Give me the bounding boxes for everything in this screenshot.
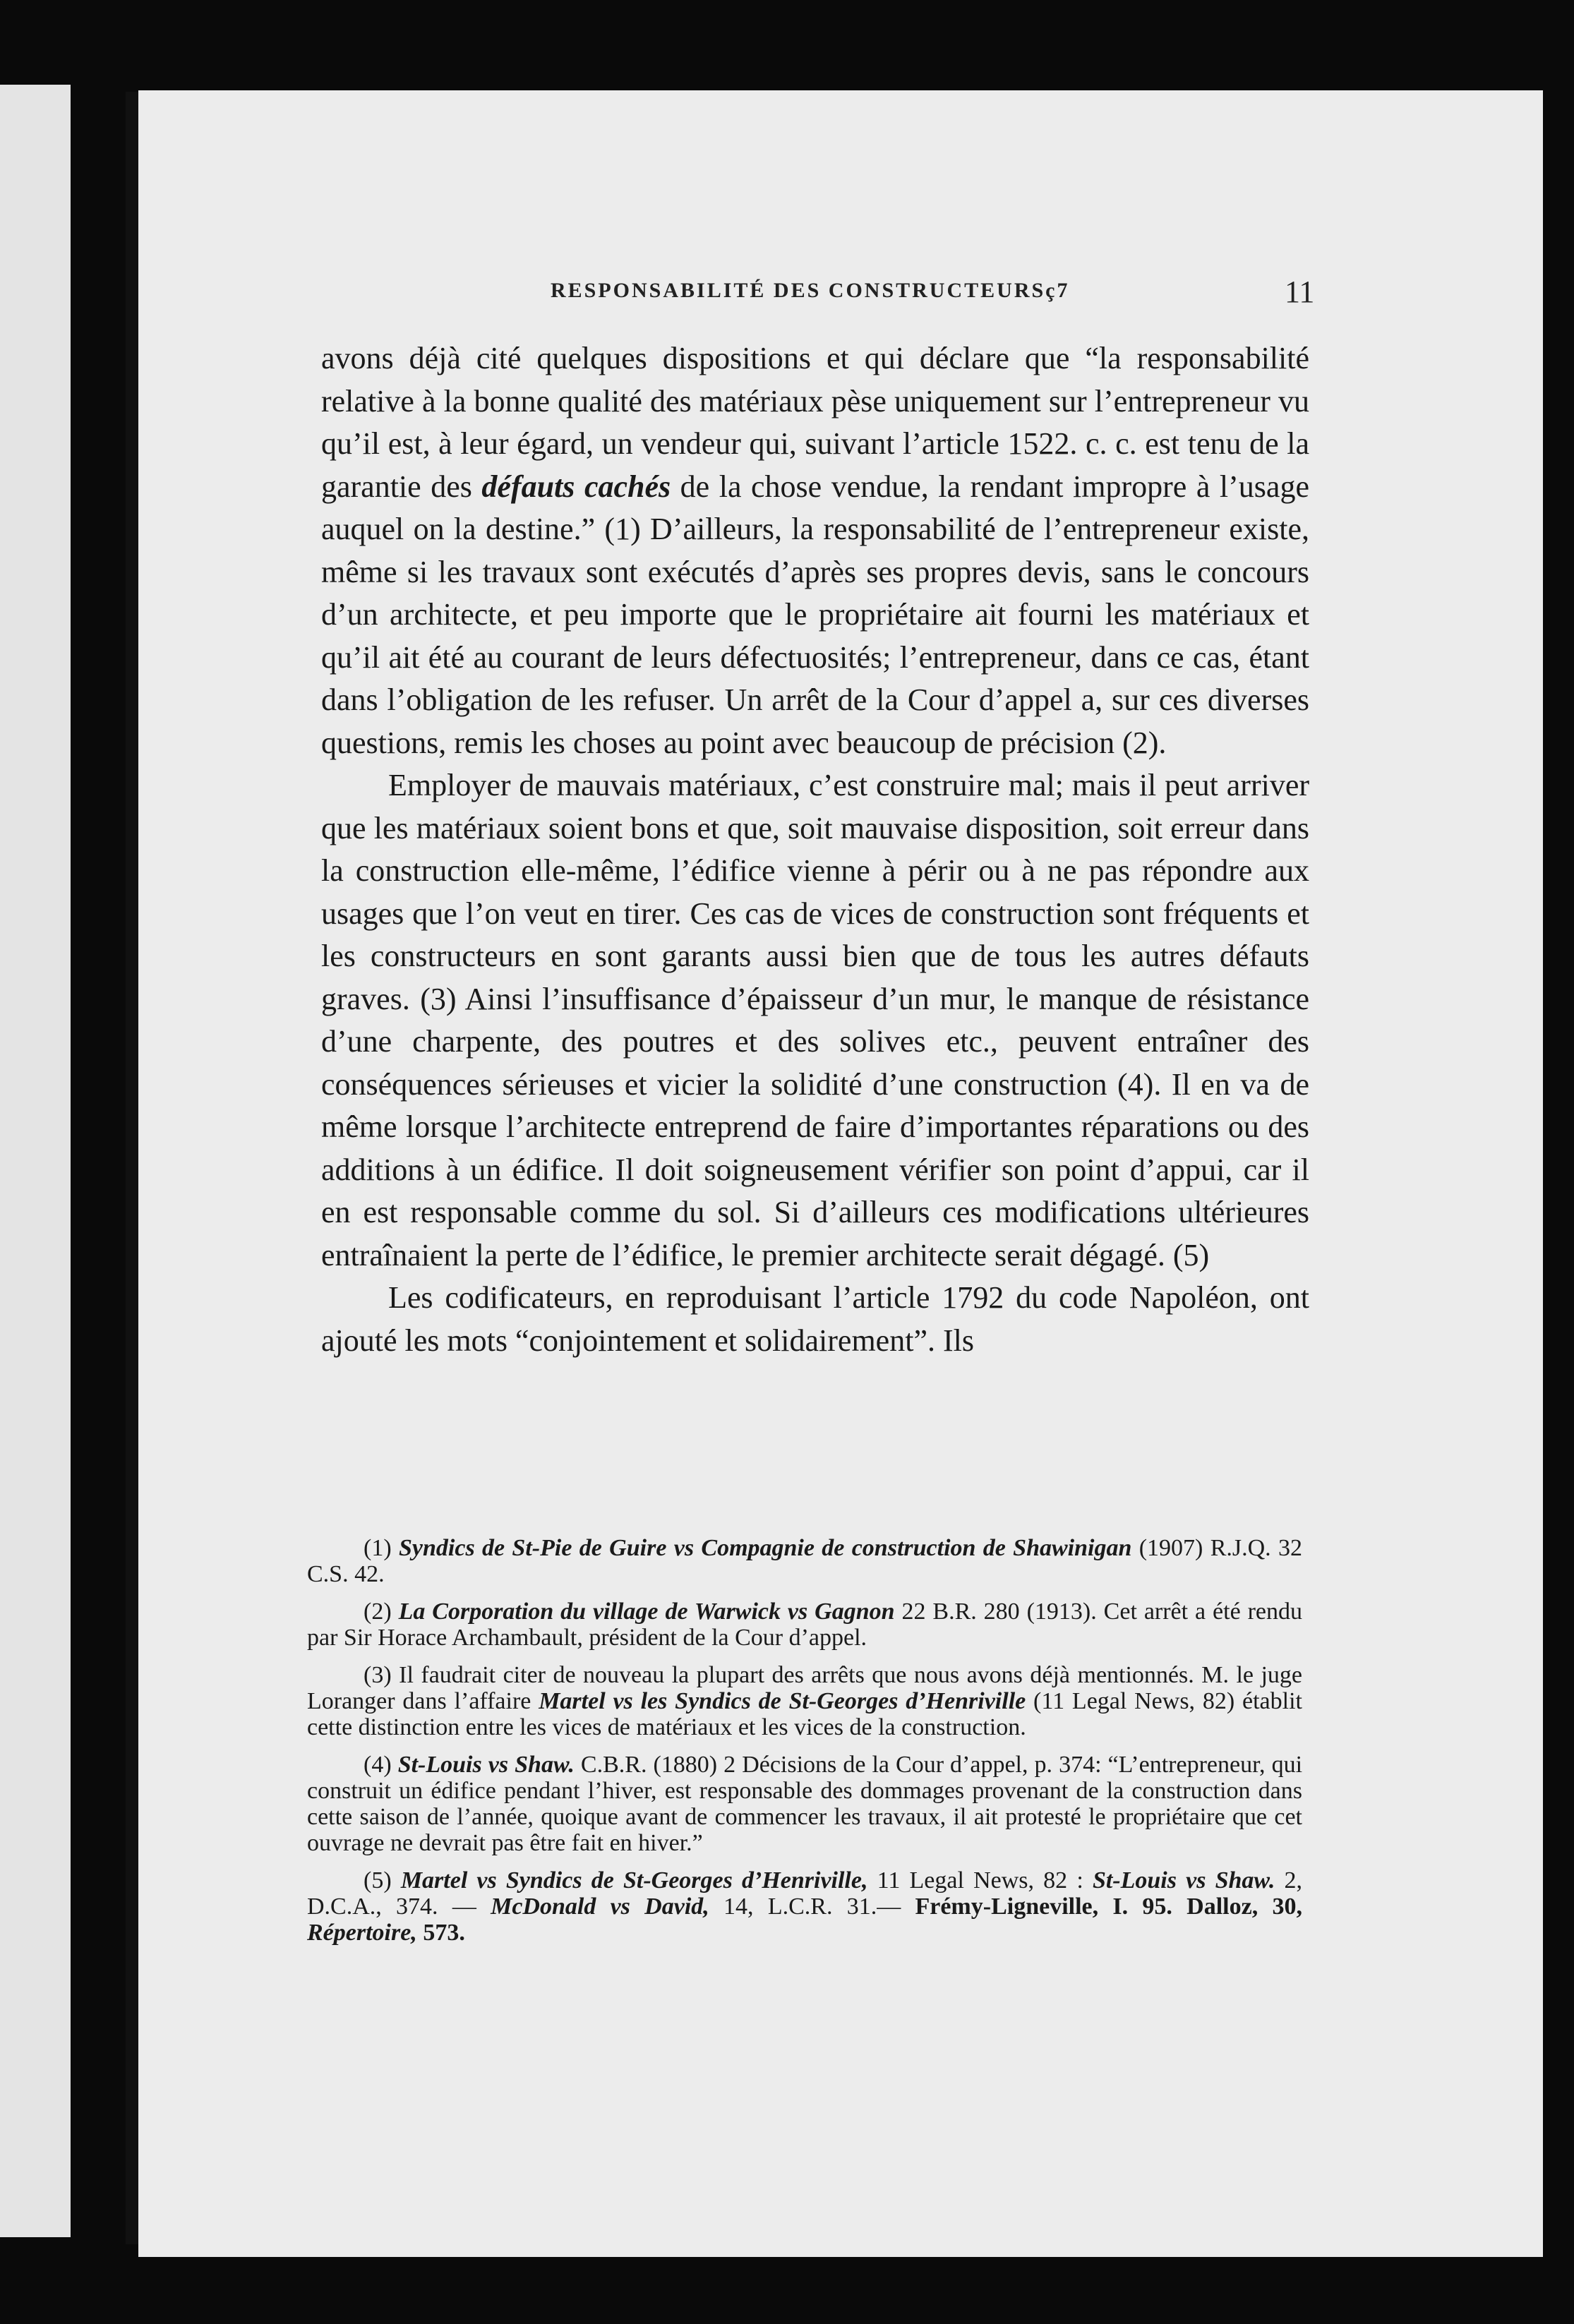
page-number: 11 bbox=[1285, 275, 1315, 309]
footnote-marker: (1) bbox=[364, 1535, 392, 1561]
footnote-marker: (4) bbox=[364, 1752, 392, 1778]
footnote-doctrine-title: Répertoire, bbox=[307, 1920, 417, 1946]
footnote-case-title: Martel vs les Syndics de St-Georges d’Henriville bbox=[539, 1688, 1026, 1714]
running-title: RESPONSABILITÉ DES CONSTRUCTEURSç7 bbox=[551, 279, 1070, 302]
footnote-citation: 22 B.R. 280 (1913). Cet arrêt a été rendu par Sir Horace Archambault, président de la Cour d’appel. bbox=[307, 1598, 1303, 1651]
footnote-1 bbox=[307, 1535, 1302, 1587]
facing-page-edge bbox=[0, 85, 71, 2237]
footnote-case-title: Martel vs Syndics de St-Georges d’Henriville, bbox=[400, 1867, 868, 1893]
footnote-citation: C.B.R. (1880) 2 Décisions de la Cour d’appel, p. 374: “L’entrepreneur, qui construit un édifice pendant l’hiver, est responsable des dommages provenant de la construction dans cette saison de l’année, quoique avant de commencer les travaux, il ait protesté le propriétaire que cet ouvrage ne devrait pas être fait en hiver.” bbox=[307, 1752, 1303, 1856]
paragraph-1 bbox=[321, 337, 1309, 764]
footnote-marker: (5) bbox=[364, 1867, 392, 1893]
footnote-case-title: La Corporation du village de Warwick vs Gagnon bbox=[398, 1598, 895, 1625]
footnote-case-title: McDonald vs David, bbox=[491, 1893, 709, 1920]
main-text bbox=[321, 337, 1309, 1362]
footnote-doctrine: 573. bbox=[416, 1920, 465, 1946]
footnote-marker: (3) bbox=[364, 1662, 392, 1688]
footnote-4 bbox=[307, 1752, 1302, 1856]
footnote-case-title: Syndics de St-Pie de Guire vs Compagnie de construction de Shawinigan bbox=[399, 1535, 1132, 1561]
footnote-citation: (1907) R.J.Q. 32 C.S. 42. bbox=[307, 1535, 1303, 1587]
footnote-doctrine: Frémy-Ligneville, I. 95. Dalloz, 30, bbox=[915, 1893, 1302, 1920]
paragraph-1-text: avons déjà cité quelques dispositions et qui déclare que “la responsabilité relative à la bonne qualité des matériaux pèse uniquement sur l’entrepreneur vu qu’il est, à leur égard, un vendeur qui, suivant l’article 1522. c. c. est tenu de la garantie des bbox=[321, 341, 1309, 504]
footnote-case-title: St-Louis vs Shaw. bbox=[1092, 1867, 1275, 1893]
footnote-citation: 14, L.C.R. 31.— bbox=[709, 1893, 915, 1920]
paragraph-1-emphasis: défauts cachés bbox=[481, 469, 671, 504]
paragraph-1-text-cont: de la chose vendue, la rendant impropre à l’usage auquel on la destine.” (1) D’ailleurs, la responsabilité de l’entrepreneur existe, même si les travaux sont exécutés d’après ses propres devis, sans le concours d’un architecte, et peu importe que le propriétaire ait fourni les matériaux et qu’il ait été au courant de leurs défectuosités; l’entrepreneur, dans ce cas, étant dans l’obligation de les refuser. Un arrêt de la Cour d’appel a, sur ces diverses questions, remis les choses au point avec beaucoup de précision (2). bbox=[321, 469, 1309, 760]
footnote-citation: 2, D.C.A., 374. — bbox=[307, 1867, 1302, 1920]
footnote-citation: 11 Legal News, 82 : bbox=[867, 1867, 1093, 1893]
footnote-case-title: St-Louis vs Shaw. bbox=[397, 1752, 575, 1778]
paragraph-3: Les codificateurs, en reproduisant l’article 1792 du code Napoléon, ont ajouté les mots “conjointement et solidairement”. Ils bbox=[321, 1280, 1309, 1358]
footnote-citation: (11 Legal News, 82) établit cette distinction entre les vices de matériaux et les vices de la construction. bbox=[307, 1688, 1302, 1740]
footnote-2 bbox=[307, 1598, 1302, 1651]
footnote-marker: (2) bbox=[364, 1598, 392, 1625]
footnote-3 bbox=[307, 1662, 1302, 1740]
paragraph-2: Employer de mauvais matériaux, c’est construire mal; mais il peut arriver que les matériaux soient bons et que, soit mauvaise disposition, soit erreur dans la construction elle-même, l’édifice vienne à périr ou à ne pas répondre aux usages que l’on veut en tirer. Ces cas de vices de construction sont fréquents et les constructeurs en sont garants aussi bien que de tous les autres défauts graves. (3) Ainsi l’insuffisance d’épaisseur d’un mur, le manque de résistance d’une charpente, des poutres et des solives etc., peuvent entraîner des conséquences sérieuses et vicier la solidité d’une construction (4). Il en va de même lorsque l’architecte entreprend de faire d’importantes réparations ou des additions à un édifice. Il doit soigneusement vérifier son point d’appui, car il en est responsable comme du sol. Si d’ailleurs ces modifications ultérieures entraînaient la perte de l’édifice, le premier architecte serait dégagé. (5) bbox=[321, 768, 1309, 1272]
footnote-5 bbox=[307, 1867, 1302, 1946]
footnotes bbox=[307, 1535, 1302, 1957]
footnote-text: Il faudrait citer de nouveau la plupart des arrêts que nous avons déjà mentionnés. M. le juge Loranger dans l’affaire bbox=[307, 1662, 1302, 1714]
binding-gutter-line bbox=[126, 92, 138, 2244]
